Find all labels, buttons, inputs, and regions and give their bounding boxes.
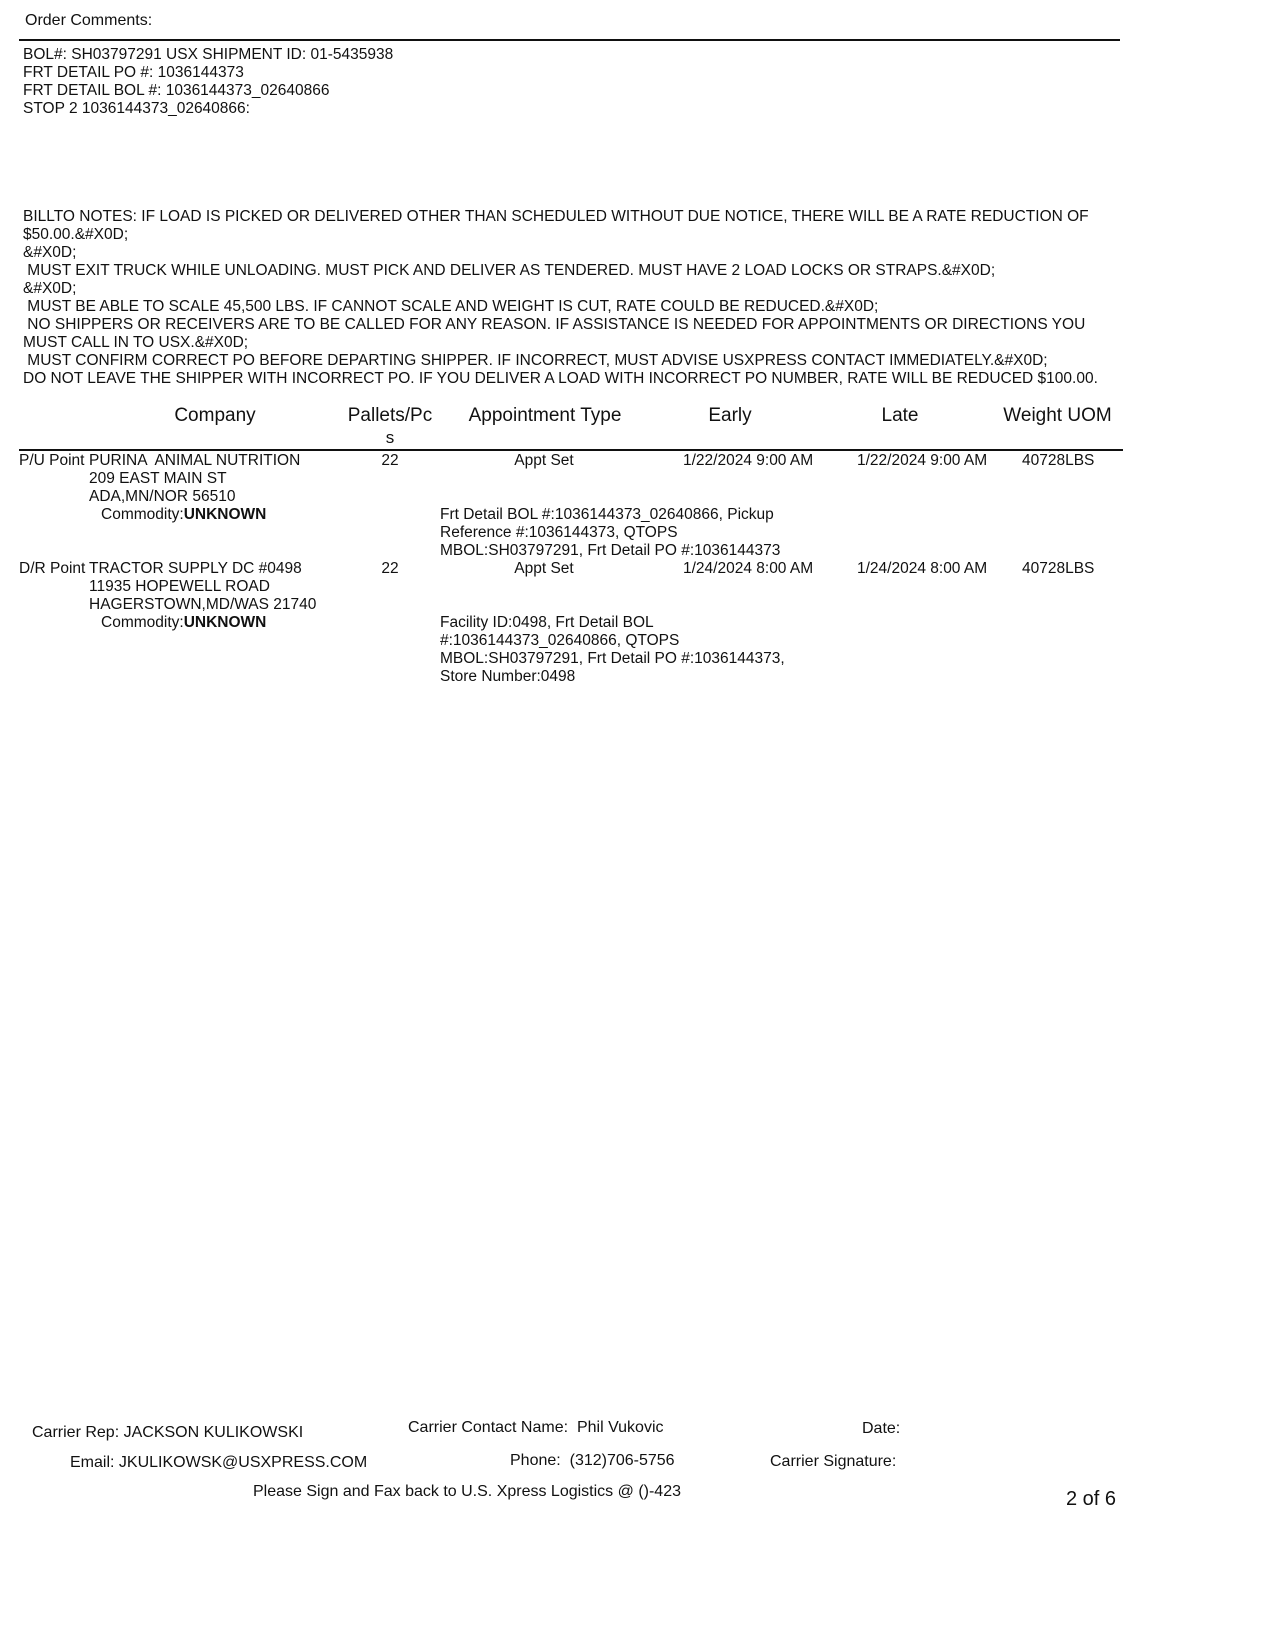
stop-reference-line: Store Number:0498 <box>440 668 576 685</box>
email-value: JKULIKOWSK@USXPRESS.COM <box>118 1454 368 1471</box>
stop-address-line1: 11935 HOPEWELL ROAD <box>89 578 270 595</box>
phone-value: (312)706-5756 <box>569 1452 675 1469</box>
comment-line: STOP 2 1036144373_02640866: <box>23 100 250 117</box>
stop-commodity <box>101 613 266 632</box>
stop-type: P/U Point <box>19 452 85 469</box>
commodity-value: UNKNOWN <box>183 614 267 631</box>
stop-reference-line: Reference #:1036144373, QTOPS <box>440 524 678 541</box>
order-comments-divider <box>19 39 1120 41</box>
billto-note-line: BILLTO NOTES: IF LOAD IS PICKED OR DELIVERED OTHER THAN SCHEDULED WITHOUT DUE NOTICE, THERE WILL BE A RATE REDUCTION OF <box>23 208 1089 225</box>
carrier-rep-label: Carrier Rep: <box>32 1424 120 1441</box>
email-label: Email: <box>70 1454 115 1471</box>
stop-reference-line: MBOL:SH03797291, Frt Detail PO #:1036144373, <box>440 650 785 667</box>
header-appointment-type: Appointment Type <box>468 405 622 426</box>
email <box>70 1453 367 1472</box>
page-number: 2 of 6 <box>1066 1488 1117 1510</box>
stop-reference-line: MBOL:SH03797291, Frt Detail PO #:1036144373 <box>440 542 781 559</box>
billto-note-line: MUST EXIT TRUCK WHILE UNLOADING. MUST PICK AND DELIVER AS TENDERED. MUST HAVE 2 LOAD LOCKS OR STRAPS.&#X0D; <box>23 262 996 279</box>
header-company: Company <box>174 405 256 426</box>
carrier-rep-value: JACKSON KULIKOWSKI <box>123 1424 304 1441</box>
stop-weight: 40728LBS <box>1022 452 1095 469</box>
commodity-value: UNKNOWN <box>183 506 267 523</box>
stop-late: 1/22/2024 9:00 AM <box>857 452 988 469</box>
stop-early: 1/24/2024 8:00 AM <box>683 560 814 577</box>
stop-type: D/R Point <box>19 560 86 577</box>
billto-note-line: NO SHIPPERS OR RECEIVERS ARE TO BE CALLED FOR ANY REASON. IF ASSISTANCE IS NEEDED FOR APPOINTMENTS OR DIRECTIONS YOU <box>23 316 1086 333</box>
stop-early: 1/22/2024 9:00 AM <box>683 452 814 469</box>
comment-line: BOL#: SH03797291 USX SHIPMENT ID: 01-5435938 <box>23 46 394 63</box>
header-late: Late <box>881 405 919 426</box>
commodity-label: Commodity: <box>101 614 184 631</box>
stop-address-line2: HAGERSTOWN,MD/WAS 21740 <box>89 596 317 613</box>
stop-weight: 40728LBS <box>1022 560 1095 577</box>
header-early: Early <box>708 405 752 426</box>
commodity-label: Commodity: <box>101 506 184 523</box>
phone <box>510 1451 675 1470</box>
carrier-rep <box>32 1423 303 1442</box>
billto-notes <box>23 207 1123 387</box>
stop-address-line2: ADA,MN/NOR 56510 <box>89 488 236 505</box>
stop-reference-line: #:1036144373_02640866, QTOPS <box>440 632 680 649</box>
carrier-contact-label: Carrier Contact Name: <box>408 1419 569 1436</box>
fax-instructions: Please Sign and Fax back to U.S. Xpress Logistics @ ()-423 <box>253 1483 681 1500</box>
carrier-contact <box>408 1418 664 1437</box>
stop-late: 1/24/2024 8:00 AM <box>857 560 988 577</box>
stop-company: PURINA ANIMAL NUTRITION <box>89 452 301 469</box>
billto-note-line: &#X0D; <box>23 244 77 261</box>
billto-note-line: MUST CONFIRM CORRECT PO BEFORE DEPARTING SHIPPER. IF INCORRECT, MUST ADVISE USXPRESS CONTACT IMMEDIATELY.&#X0D; <box>23 352 1048 369</box>
carrier-contact-value: Phil Vukovic <box>576 1419 664 1436</box>
header-pallets: Pallets/Pc <box>347 405 433 426</box>
stop-appointment-type: Appt Set <box>514 452 574 469</box>
stop-reference-line: Facility ID:0498, Frt Detail BOL <box>440 614 654 631</box>
order-comments-title: Order Comments: <box>25 12 153 29</box>
billto-note-line: MUST CALL IN TO USX.&#X0D; <box>23 334 249 351</box>
phone-label: Phone: <box>510 1452 561 1469</box>
header-pallets-wrap: s <box>385 428 395 447</box>
stop-pallets: 22 <box>381 452 399 469</box>
stop-commodity <box>101 505 266 524</box>
billto-note-line: MUST BE ABLE TO SCALE 45,500 LBS. IF CANNOT SCALE AND WEIGHT IS CUT, RATE COULD BE REDUCED.&#X0D; <box>23 298 879 315</box>
carrier-signature-label: Carrier Signature: <box>770 1453 897 1470</box>
stop-reference-line: Frt Detail BOL #:1036144373_02640866, Pickup <box>440 506 774 523</box>
stop-company: TRACTOR SUPPLY DC #0498 <box>89 560 302 577</box>
comment-line: FRT DETAIL BOL #: 1036144373_02640866 <box>23 82 330 99</box>
billto-note-line: DO NOT LEAVE THE SHIPPER WITH INCORRECT PO. IF YOU DELIVER A LOAD WITH INCORRECT PO NUMBER, RATE WILL BE REDUCED $100.00. <box>23 370 1098 387</box>
billto-note-line: &#X0D; <box>23 280 77 297</box>
stop-pallets: 22 <box>381 560 399 577</box>
date-label: Date: <box>862 1420 901 1437</box>
header-weight-uom: Weight UOM <box>1003 405 1112 426</box>
stop-appointment-type: Appt Set <box>514 560 574 577</box>
comment-line: FRT DETAIL PO #: 1036144373 <box>23 64 244 81</box>
billto-note-line: $50.00.&#X0D; <box>23 226 129 243</box>
stop-address-line1: 209 EAST MAIN ST <box>89 470 227 487</box>
